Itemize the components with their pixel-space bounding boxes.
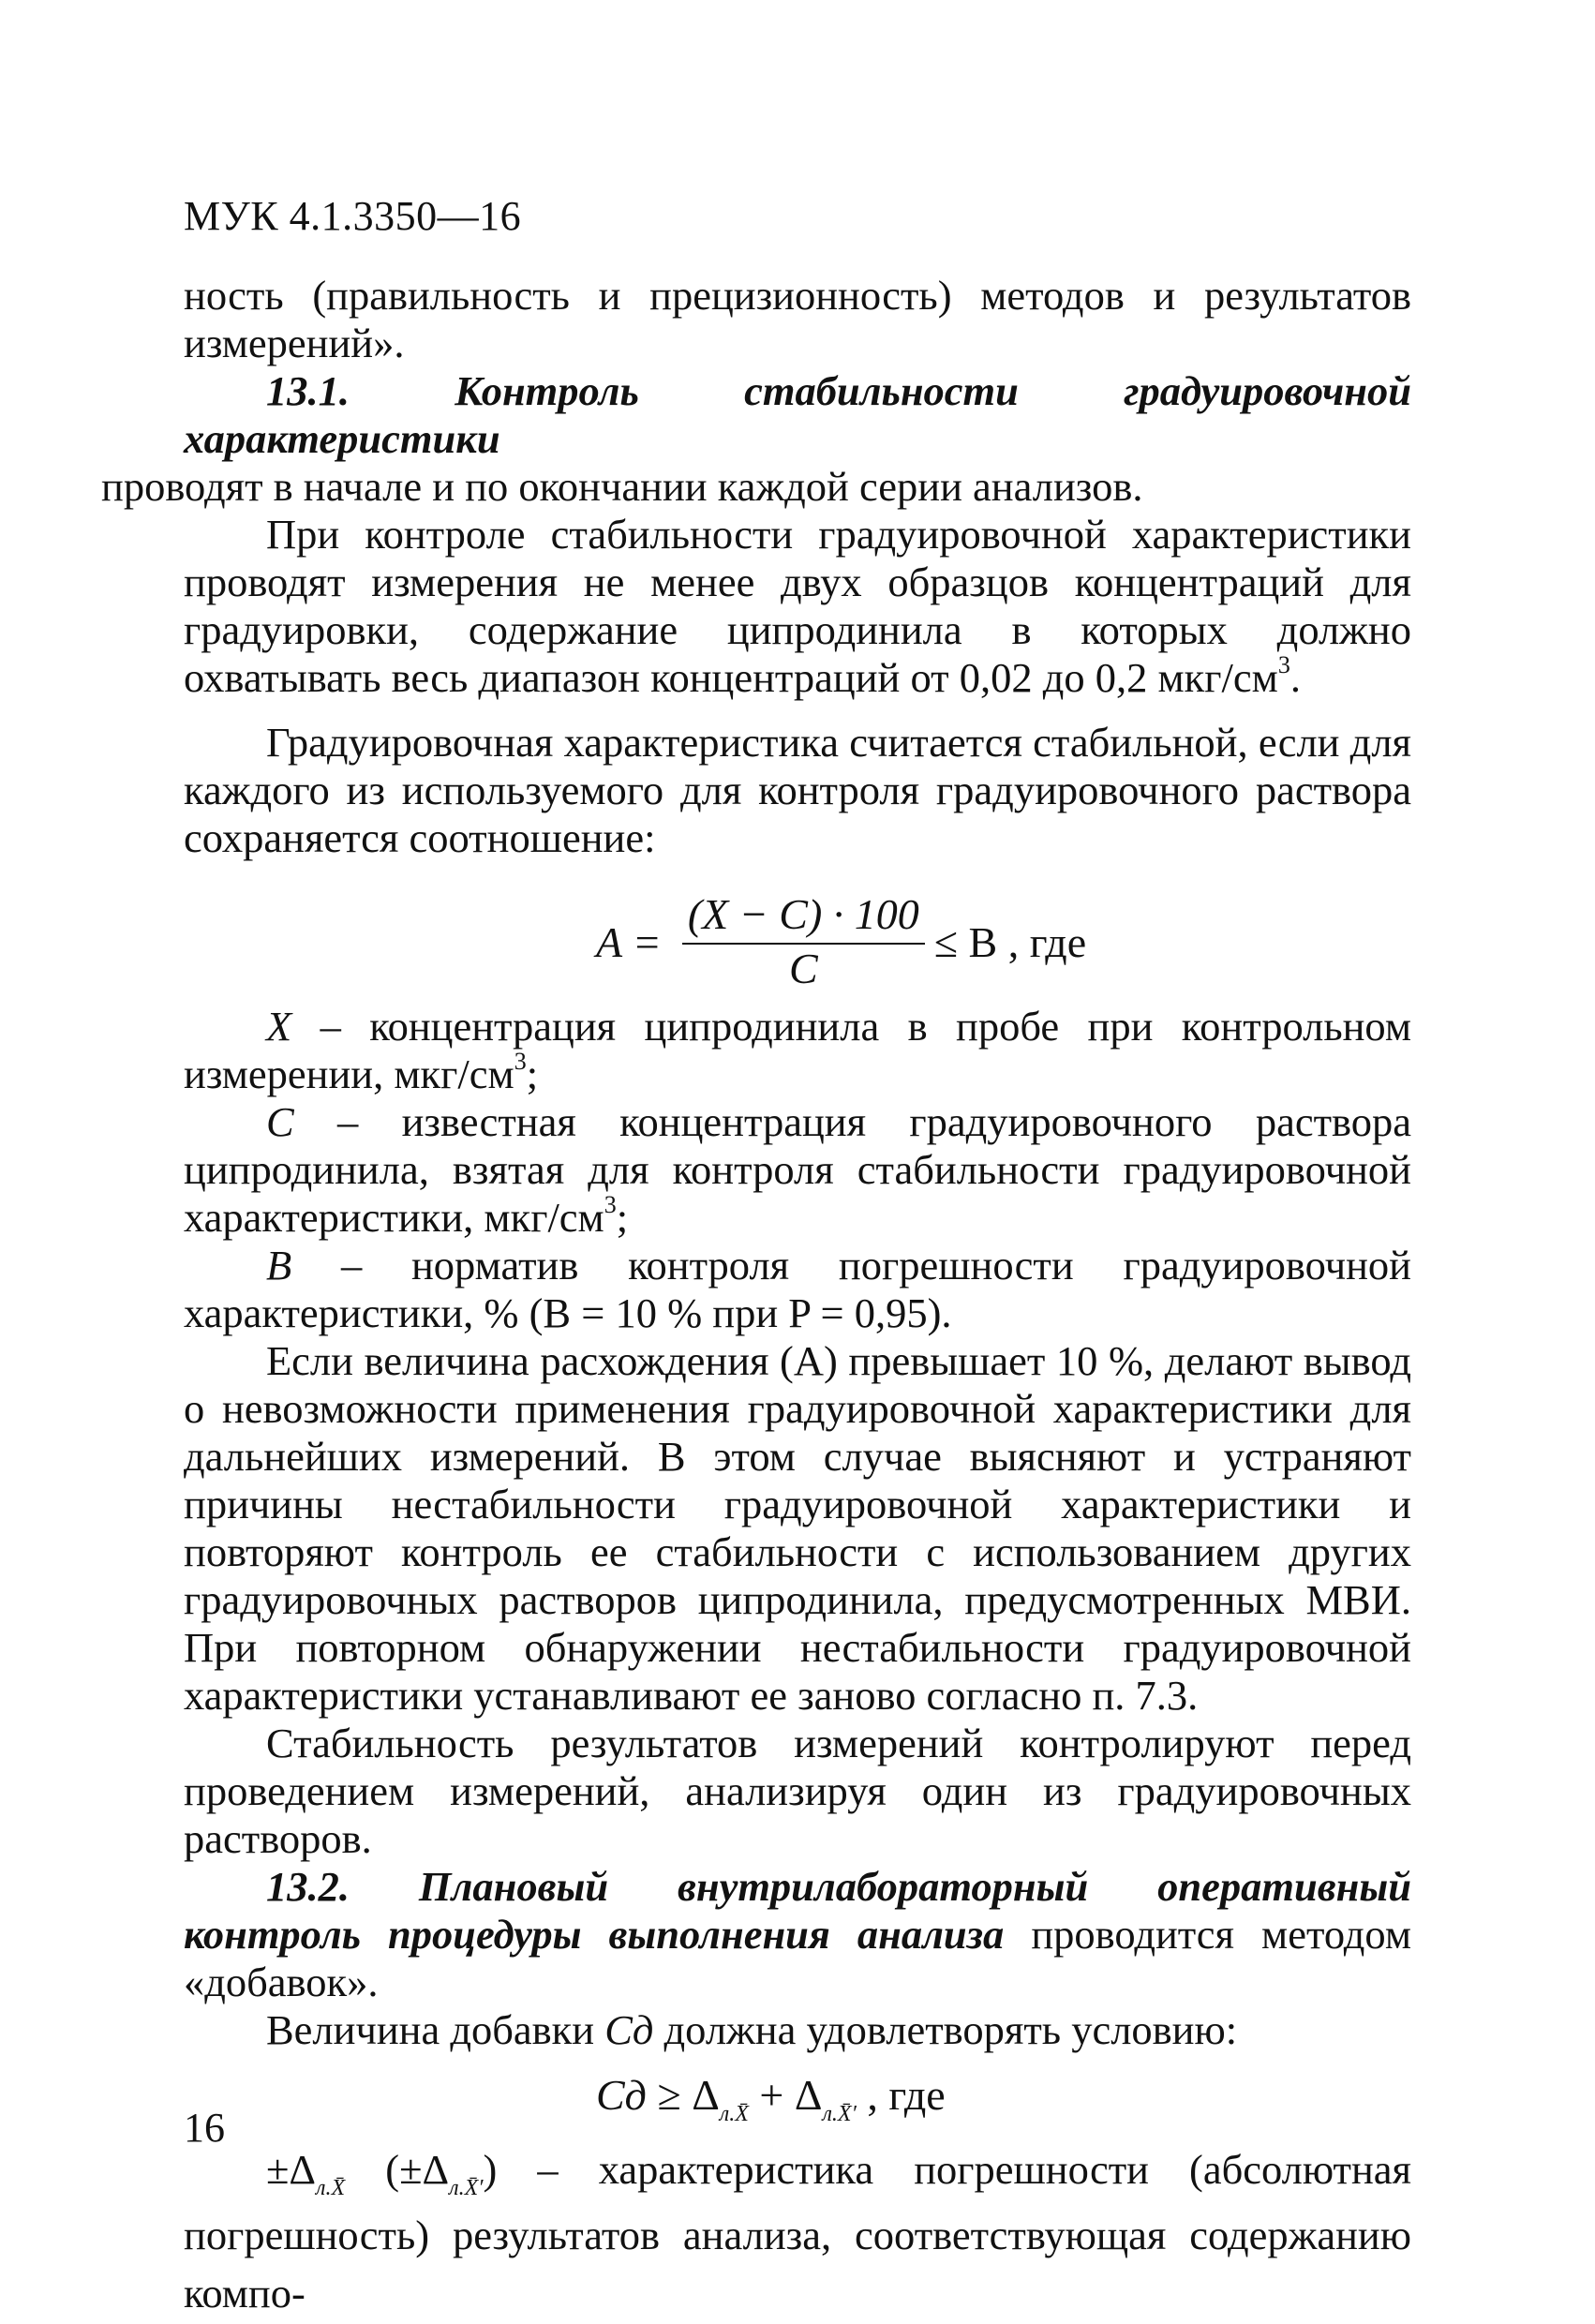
superscript: 3 [1277,651,1290,679]
definition-b-text: – норматив контроля погрешности градуировочной характеристики, % (B = 10 % при P = 0,95). [184,1242,1411,1336]
paragraph-stability-condition: Градуировочная характеристика считается стабильной, если для каждого из используемого для контроля градуировочного раствора сохраняется соотношение: [184,719,1411,861]
definition-b [184,1242,1411,1337]
formula-c-sub2: л.X̄′ [822,2102,857,2126]
section-13-1-text: проводят в начале и по окончании каждой серии анализов. [101,463,1143,510]
paragraph-additive-text: Величина добавки [266,2006,605,2053]
paragraph-additive-end: должна удовлетворять условию: [653,2006,1238,2053]
variable-x: X [266,1003,292,1050]
paragraph-continuation: ность (правильность и прецизионность) методов и результатов измерений». [184,272,1411,366]
variable-c: C [266,1098,294,1145]
document-code-header: МУК 4.1.3350—16 [184,193,522,239]
definition-c [184,1098,1411,1242]
formula-c-plus: + Δ [748,2071,823,2119]
definition-c-text: – известная концентрация градуировочного раствора ципродинила, взятая для контроля стабильности градуировочной характеристики, мкг/см [184,1098,1411,1241]
formula-denominator: C [788,945,818,992]
formula-c-lhs: Cд [596,2071,647,2119]
main-text [101,272,1412,2322]
formula-additive [184,2054,1411,2140]
page-number: 16 [184,2105,225,2151]
formula-c-sub1: л.X̄ [719,2102,749,2126]
punct: ; [616,1194,629,1241]
section-13-1-title: 13.1. Контроль стабильности градуировочной характеристики [184,367,1411,462]
punct: ; [526,1050,539,1097]
section-13-2-text: проводится методом «добавок». [184,1911,1411,2005]
formula-c-rhs: , где [856,2071,946,2119]
paragraph-results-stability: Стабильность результатов измерений контролируют перед проведением измерений, анализируя один из градуировочных растворов. [184,1720,1411,1862]
superscript: 3 [604,1191,617,1219]
formula-fraction [682,890,925,993]
pm-delta-paren: (±Δ [345,2146,450,2193]
formula-lhs: A = [596,917,662,966]
definition-x [184,1003,1411,1098]
section-13-2-title: 13.2. Плановый внутрилабораторный оперативный контроль процедуры выполнения анализа [184,1863,1411,1958]
pm-delta: ±Δ [266,2146,317,2193]
formula-c-op: ≥ Δ [646,2071,720,2119]
formula-ratio [184,862,1411,1003]
paragraph-error-characteristic [184,2140,1411,2322]
paragraph-additive [184,2006,1411,2054]
paragraph-error-text: ) – характеристика погрешности (абсолютная погрешность) результатов анализа, соответствующая содержанию компо- [184,2146,1412,2317]
delta-sub2: л.X̄′ [449,2176,484,2200]
variable-b: B [266,1242,292,1289]
paragraph-control-method [184,511,1411,702]
punct: . [1289,654,1301,701]
variable-cd: Cд [604,2006,654,2053]
section-13-2-paragraph [184,1863,1411,2006]
section-13-1-paragraph [101,367,1411,511]
delta-sub1: л.X̄ [316,2176,346,2200]
paragraph-deviation: Если величина расхождения (A) превышает 10 %, делают вывод о невозможности применения градуировочной характеристики для дальнейших измерений. В этом случае выясняют и устраняют причины нестабильности градуировочной характеристики и повторяют контроль ее стабильности с использованием других градуировочных растворов ципродинила, предусмотренных МВИ. При повторном обнаружении нестабильности градуировочной характеристики устанавливают ее заново согласно п. 7.3. [184,1337,1411,1719]
formula-numerator: (X − C) · 100 [682,890,925,945]
superscript: 3 [514,1048,527,1076]
definition-x-text: – концентрация ципродинила в пробе при контрольном измерении, мкг/см [184,1003,1411,1097]
paragraph-control-method-text: При контроле стабильности градуировочной характеристики проводят измерения не менее двух образцов концентраций для градуировки, содержание ципродинила в которых должно охватывать весь диапазон концентраций от 0,02 до 0,2 мкг/см [184,511,1411,701]
formula-rhs: ≤ B , где [933,917,1087,966]
